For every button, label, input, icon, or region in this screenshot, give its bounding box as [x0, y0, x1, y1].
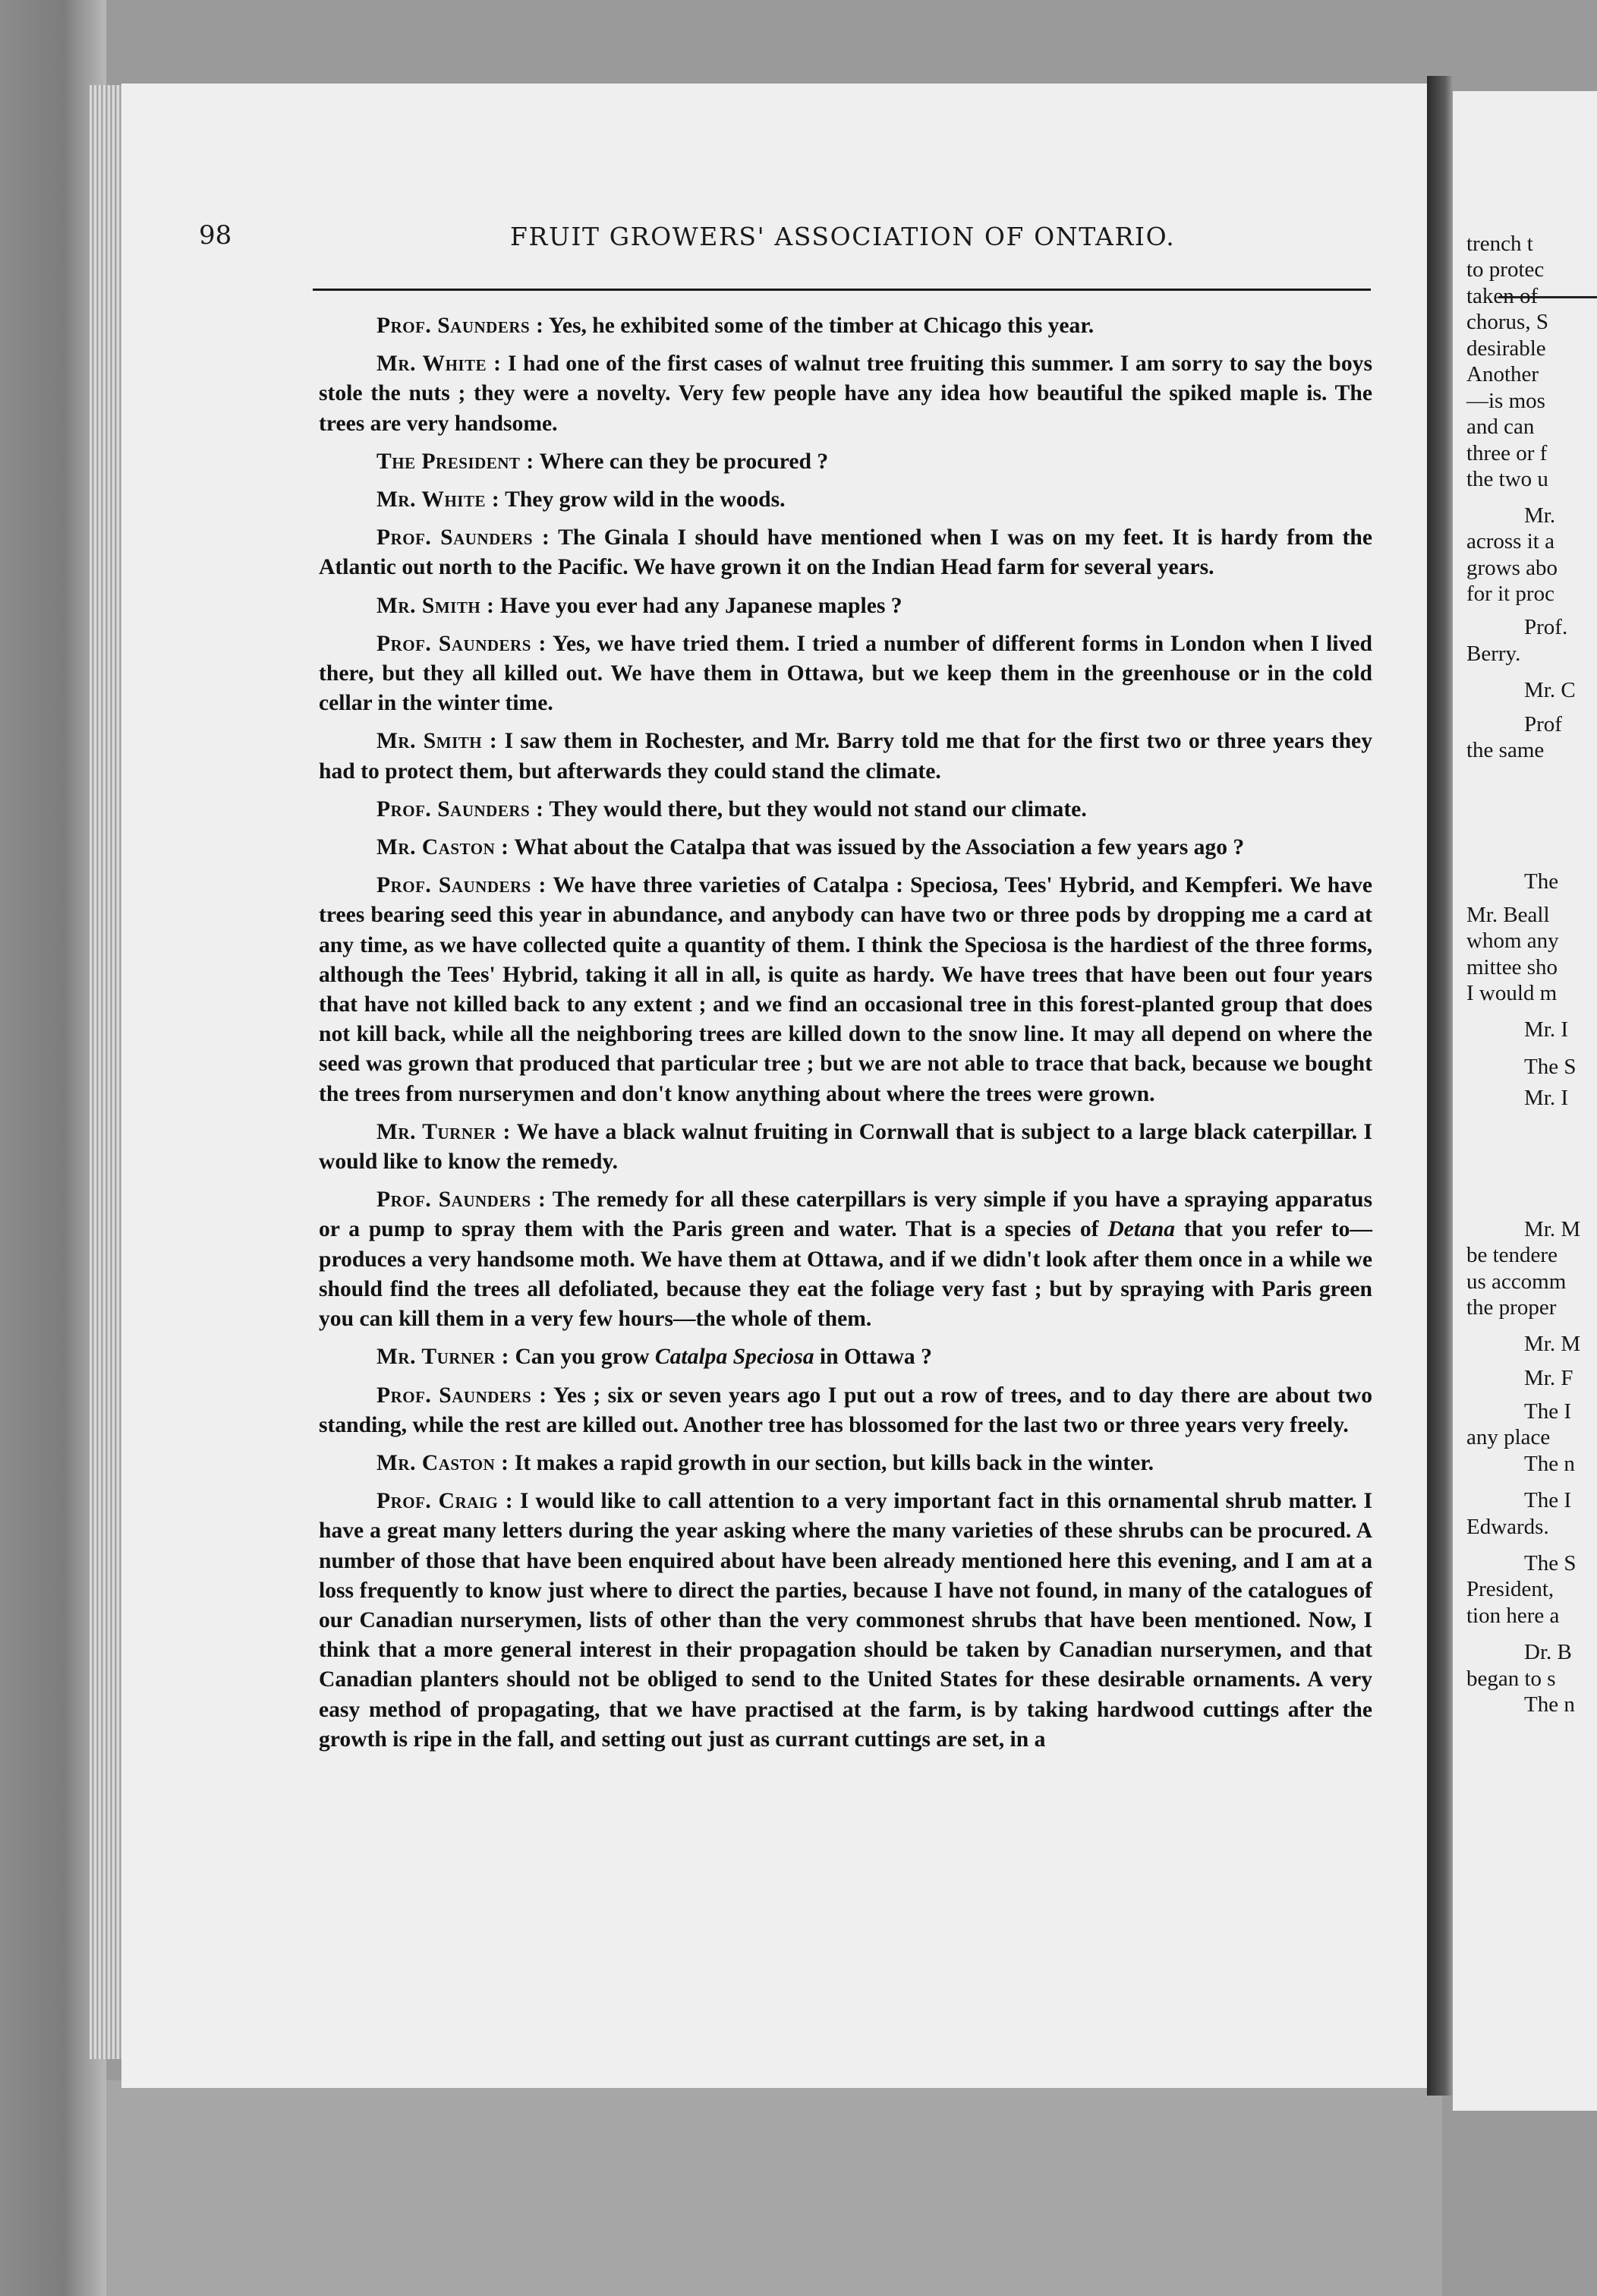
right-page-text-fragment: Mr. Beall: [1466, 903, 1550, 927]
speaker-name: The President :: [376, 449, 534, 474]
right-page-text-fragment: Another: [1466, 362, 1539, 386]
paragraph-text: We have a black walnut fruiting in Cornwall that is subject to a large black caterpillar. I would like to know the remedy.: [319, 1119, 1372, 1175]
right-page-text-fragment: grows abo: [1466, 556, 1558, 580]
paragraph: [319, 629, 1372, 719]
right-page-text-fragment: —is mos: [1466, 389, 1545, 413]
right-page-text-fragment: I would m: [1466, 981, 1558, 1005]
speaker-name: Mr. Turner :: [376, 1345, 510, 1370]
right-page-text-fragment: Prof.: [1524, 615, 1568, 639]
paragraph: [319, 833, 1372, 863]
speaker-name: Mr. White :: [376, 487, 500, 512]
paragraph: [319, 311, 1372, 341]
body-text: [319, 311, 1372, 1763]
speaker-name: Prof. Saunders :: [376, 314, 544, 338]
paragraph-text: They would there, but they would not stand our climate.: [549, 796, 1087, 822]
paragraph: [319, 1449, 1372, 1478]
right-page-text-fragment: Dr. B: [1524, 1640, 1572, 1664]
right-page-text-fragment: taken of: [1466, 284, 1539, 308]
paragraph-text: I had one of the first cases of walnut tree fruiting this summer. I am sorry to say the boys stole the nuts ; they were a novelty. Very few people have any idea how beautiful the spiked maple is. The trees are very handsome.: [319, 352, 1372, 436]
right-page-text-fragment: Edwards.: [1466, 1515, 1549, 1539]
right-page-text-fragment: The S: [1524, 1551, 1577, 1575]
right-page-text-fragment: the two u: [1466, 467, 1548, 491]
paragraph: [319, 1342, 1372, 1372]
paragraph-text: It makes a rapid growth in our section, but kills back in the winter.: [514, 1450, 1154, 1475]
paragraph: [319, 727, 1372, 786]
paragraph-text: Have you ever had any Japanese maples ?: [499, 593, 902, 618]
paragraph-text: I saw them in Rochester, and Mr. Barry told me that for the first two or three years they had to protect them, but afterwards they could stand the climate.: [319, 729, 1372, 784]
right-page-text-fragment: any place: [1466, 1425, 1551, 1449]
paragraph-text: They grow wild in the woods.: [505, 487, 786, 512]
paragraph: [319, 523, 1372, 582]
right-page-text-fragment: The I: [1524, 1399, 1571, 1424]
paragraph-text: We have three varieties of Catalpa : Speciosa, Tees' Hybrid, and Kempferi. We have trees bearing seed this year in abundance, and anybody can have two or three pods by dropping me a card at any time, as we have collected quite a quantity of them. I think the Speciosa is the hardiest of the three forms, although the Tees' Hybrid, taking it all in all, is quite as hardy. We have trees that have been out four years that have not killed back to any extent ; and we find an occasional tree in this forest-planted group that does not kill back, while all the neighboring trees are killed down to the snow line. It may all depend on where the seed was grown that produced that particular tree ; but we are not able to trace that back, because we bought the trees from nurserymen and don't know anything about where the trees were grown.: [319, 873, 1372, 1106]
right-page-text-fragment: mittee sho: [1466, 955, 1558, 979]
paragraph: [319, 1118, 1372, 1177]
right-page-text-fragment: The I: [1524, 1488, 1571, 1512]
paragraph: [319, 1381, 1372, 1440]
right-page-text-fragment: Prof: [1524, 712, 1562, 736]
speaker-name: Prof. Saunders :: [376, 873, 547, 898]
speaker-name: Mr. White :: [376, 352, 502, 377]
header-rule: [313, 289, 1371, 291]
speaker-name: Mr. Smith :: [376, 729, 498, 754]
paragraph-text: I would like to call attention to a very important fact in this ornamental shrub matter. I have a great many letters during the year asking where the many varieties of these shrubs can be procured. A number of those that have been enquired about have been already mentioned here this evening, and I am at a loss frequently to know just where to direct the parties, because I have not found, in many of the catalogues of our Canadian nurserymen, lists of other than the very commonest shrubs that have been mentioned. Now, I think that a more general interest in their propagation should be taken by Canadian nurserymen, and that Canadian planters should not be obliged to send to the United States for these desirable ornaments. A very easy method of propagating, that we have practised at the farm, is by taking hardwood cuttings after the growth is ripe in the fall, and setting out just as currant cuttings are set, in a: [319, 1489, 1373, 1752]
right-page-text-fragment: Mr. C: [1524, 678, 1576, 702]
paragraph-text: The Ginala I should have mentioned when I was on my feet. It is hardy from the Atlantic out north to the Pacific. We have grown it on the Indian Head farm for several years.: [319, 525, 1372, 580]
paragraph: [319, 447, 1372, 477]
scan-background: [106, 2080, 1442, 2296]
right-page-text-fragment: Mr.: [1524, 503, 1556, 528]
speaker-name: Mr. Caston :: [376, 1450, 509, 1475]
paragraph-text: Where can they be procured ?: [539, 449, 829, 474]
speaker-name: Mr. Smith :: [376, 593, 495, 618]
book-gutter: [1427, 76, 1453, 2096]
speaker-name: Prof. Saunders :: [376, 796, 544, 822]
right-page-text-fragment: across it a: [1466, 529, 1554, 554]
paragraph-text: What about the Catalpa that was issued by the Association a few years ago ?: [514, 835, 1245, 860]
right-page-text-fragment: desirable: [1466, 336, 1546, 361]
right-page-text-fragment: whom any: [1466, 929, 1559, 953]
paragraph-text: that you refer to—produces a very handsome moth. We have them at Ottawa, and if we didn't look after them once in a while we should find the trees all defoliated, because they eat the foliage very fast ; but by spraying with Paris green you can kill them in a very few hours—the whole of them.: [319, 1217, 1372, 1332]
speaker-name: Mr. Turner :: [376, 1119, 511, 1144]
paragraph: [319, 795, 1372, 825]
right-page-text-fragment: to protec: [1466, 257, 1545, 282]
right-page-text-fragment: three or f: [1466, 441, 1548, 465]
right-page-fragment: [1453, 91, 1597, 2111]
paragraph: [319, 485, 1372, 515]
paragraph: [319, 591, 1372, 621]
italic-term: Catalpa Speciosa: [654, 1345, 814, 1370]
right-page-text-fragment: the proper: [1466, 1295, 1557, 1320]
right-page-text-fragment: trench t: [1466, 232, 1533, 256]
paragraph-text: The remedy for all these caterpillars is very simple if you have a spraying apparatus or a pump to spray them with the Paris green and water. That is a species of: [319, 1187, 1372, 1242]
right-page-text-fragment: The: [1524, 869, 1559, 894]
paragraph: [319, 1185, 1372, 1334]
paragraph: [319, 1487, 1372, 1755]
speaker-name: Prof. Saunders :: [376, 631, 547, 656]
right-page-text-fragment: The n: [1524, 1452, 1575, 1476]
paragraph-text: in Ottawa ?: [814, 1345, 932, 1370]
paragraph: [319, 349, 1372, 439]
page-number: 98: [199, 220, 232, 251]
right-page-text-fragment: The n: [1524, 1692, 1575, 1717]
right-page-text-fragment: President,: [1466, 1577, 1554, 1601]
right-page-text-fragment: The S: [1524, 1055, 1577, 1079]
speaker-name: Prof. Craig :: [376, 1489, 514, 1514]
right-page-text-fragment: Mr. M: [1524, 1217, 1581, 1241]
running-head: FRUIT GROWERS' ASSOCIATION OF ONTARIO.: [510, 222, 1176, 251]
right-page-text-fragment: be tendere: [1466, 1243, 1558, 1267]
right-page-text-fragment: Mr. I: [1524, 1017, 1568, 1042]
right-page-text-fragment: Mr. F: [1524, 1366, 1573, 1390]
speaker-name: Mr. Caston :: [376, 835, 509, 860]
paragraph: [319, 871, 1372, 1109]
paragraph-text: Yes, he exhibited some of the timber at Chicago this year.: [548, 314, 1095, 338]
paragraph-text: Can you grow: [515, 1345, 655, 1370]
paragraph-text: Yes, we have tried them. I tried a number of different forms in London when I lived there, but they all killed out. We have them in Ottawa, but we keep them in the greenhouse or in the cold cellar in the winter time.: [319, 631, 1372, 716]
right-page-text-fragment: Berry.: [1466, 642, 1521, 666]
right-page-text-fragment: Mr. I: [1524, 1086, 1568, 1110]
speaker-name: Prof. Saunders :: [376, 525, 550, 550]
italic-term: Detana: [1107, 1217, 1176, 1242]
right-page-text-fragment: chorus, S: [1466, 310, 1548, 334]
paragraph-text: Yes ; six or seven years ago I put out a row of trees, and to day there are about two standing, while the rest are killed out. Another tree has blossomed for the last two or three years very freely.: [319, 1383, 1372, 1437]
speaker-name: Prof. Saunders :: [376, 1187, 547, 1213]
right-page-text-fragment: for it proc: [1466, 582, 1554, 606]
right-page-text-fragment: and can: [1466, 415, 1535, 439]
right-page-text-fragment: began to s: [1466, 1667, 1556, 1691]
right-page-text-fragment: us accomm: [1466, 1269, 1567, 1294]
right-page-text-fragment: the same: [1466, 738, 1545, 762]
speaker-name: Prof. Saunders :: [376, 1383, 547, 1408]
right-page-text-fragment: tion here a: [1466, 1604, 1560, 1628]
right-page-text-fragment: Mr. M: [1524, 1332, 1581, 1356]
